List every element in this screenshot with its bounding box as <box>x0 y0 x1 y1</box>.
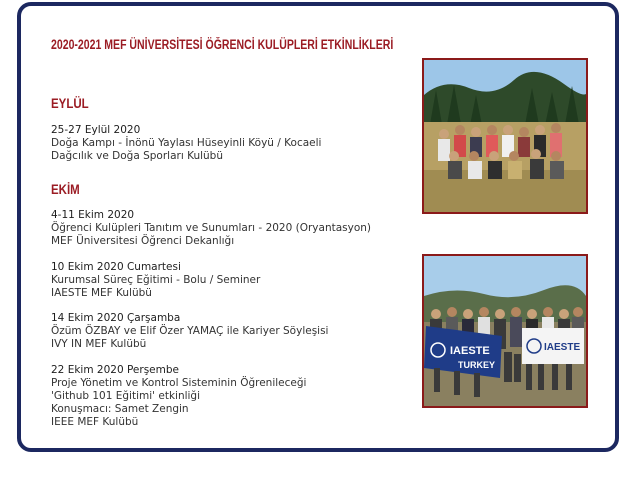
event-line: Konuşmacı: Samet Zengin <box>51 403 189 415</box>
event-line: Dağcılık ve Doğa Sporları Kulübü <box>51 150 223 162</box>
month-heading-october: EKİM <box>51 181 80 197</box>
event-line: Proje Yönetim ve Kontrol Sisteminin Öğrenileceği <box>51 377 307 389</box>
group-photo-iaeste-banners <box>422 254 588 408</box>
event-line: IEEE MEF Kulübü <box>51 416 139 428</box>
banner-text-2: TURKEY <box>458 360 496 370</box>
event-line: MEF Üniversitesi Öğrenci Dekanlığı <box>51 235 235 247</box>
iaeste-photo-icon <box>424 256 586 406</box>
camp-photo-icon <box>424 60 586 212</box>
event-date: 22 Ekim 2020 Perşembe <box>51 364 179 376</box>
event-item <box>51 312 328 351</box>
event-line: Kurumsal Süreç Eğitimi - Bolu / Seminer <box>51 274 261 286</box>
event-item <box>51 364 306 429</box>
event-date: 14 Ekim 2020 Çarşamba <box>51 312 181 324</box>
event-line: 'Github 101 Eğitimi' etkinliği <box>51 390 201 402</box>
banner-text-1: IAESTE <box>450 345 490 357</box>
event-line: IVY IN MEF Kulübü <box>51 338 147 350</box>
event-item <box>51 124 321 163</box>
event-line: IAESTE MEF Kulübü <box>51 287 152 299</box>
banner-text-3: IAESTE <box>544 342 581 353</box>
event-date: 4-11 Ekim 2020 <box>51 209 135 221</box>
event-date: 25-27 Eylül 2020 <box>51 124 141 136</box>
month-heading-september: EYLÜL <box>51 95 89 111</box>
group-photo-mountain-camp <box>422 58 588 214</box>
event-item <box>51 209 371 248</box>
event-date: 10 Ekim 2020 Cumartesi <box>51 261 181 273</box>
event-line: Doğa Kampı - İnönü Yaylası Hüseyinli Köyü / Kocaeli <box>51 137 322 149</box>
page-title: 2020-2021 MEF ÜNİVERSİTESİ ÖĞRENCİ KULÜPLERİ ETKİNLİKLERİ <box>51 37 394 52</box>
event-line: Öğrenci Kulüpleri Tanıtım ve Sunumları - 2020 (Oryantasyon) <box>51 222 372 234</box>
event-line: Özüm ÖZBAY ve Elif Özer YAMAÇ ile Kariyer Söyleşisi <box>51 325 329 337</box>
event-item <box>51 261 260 300</box>
